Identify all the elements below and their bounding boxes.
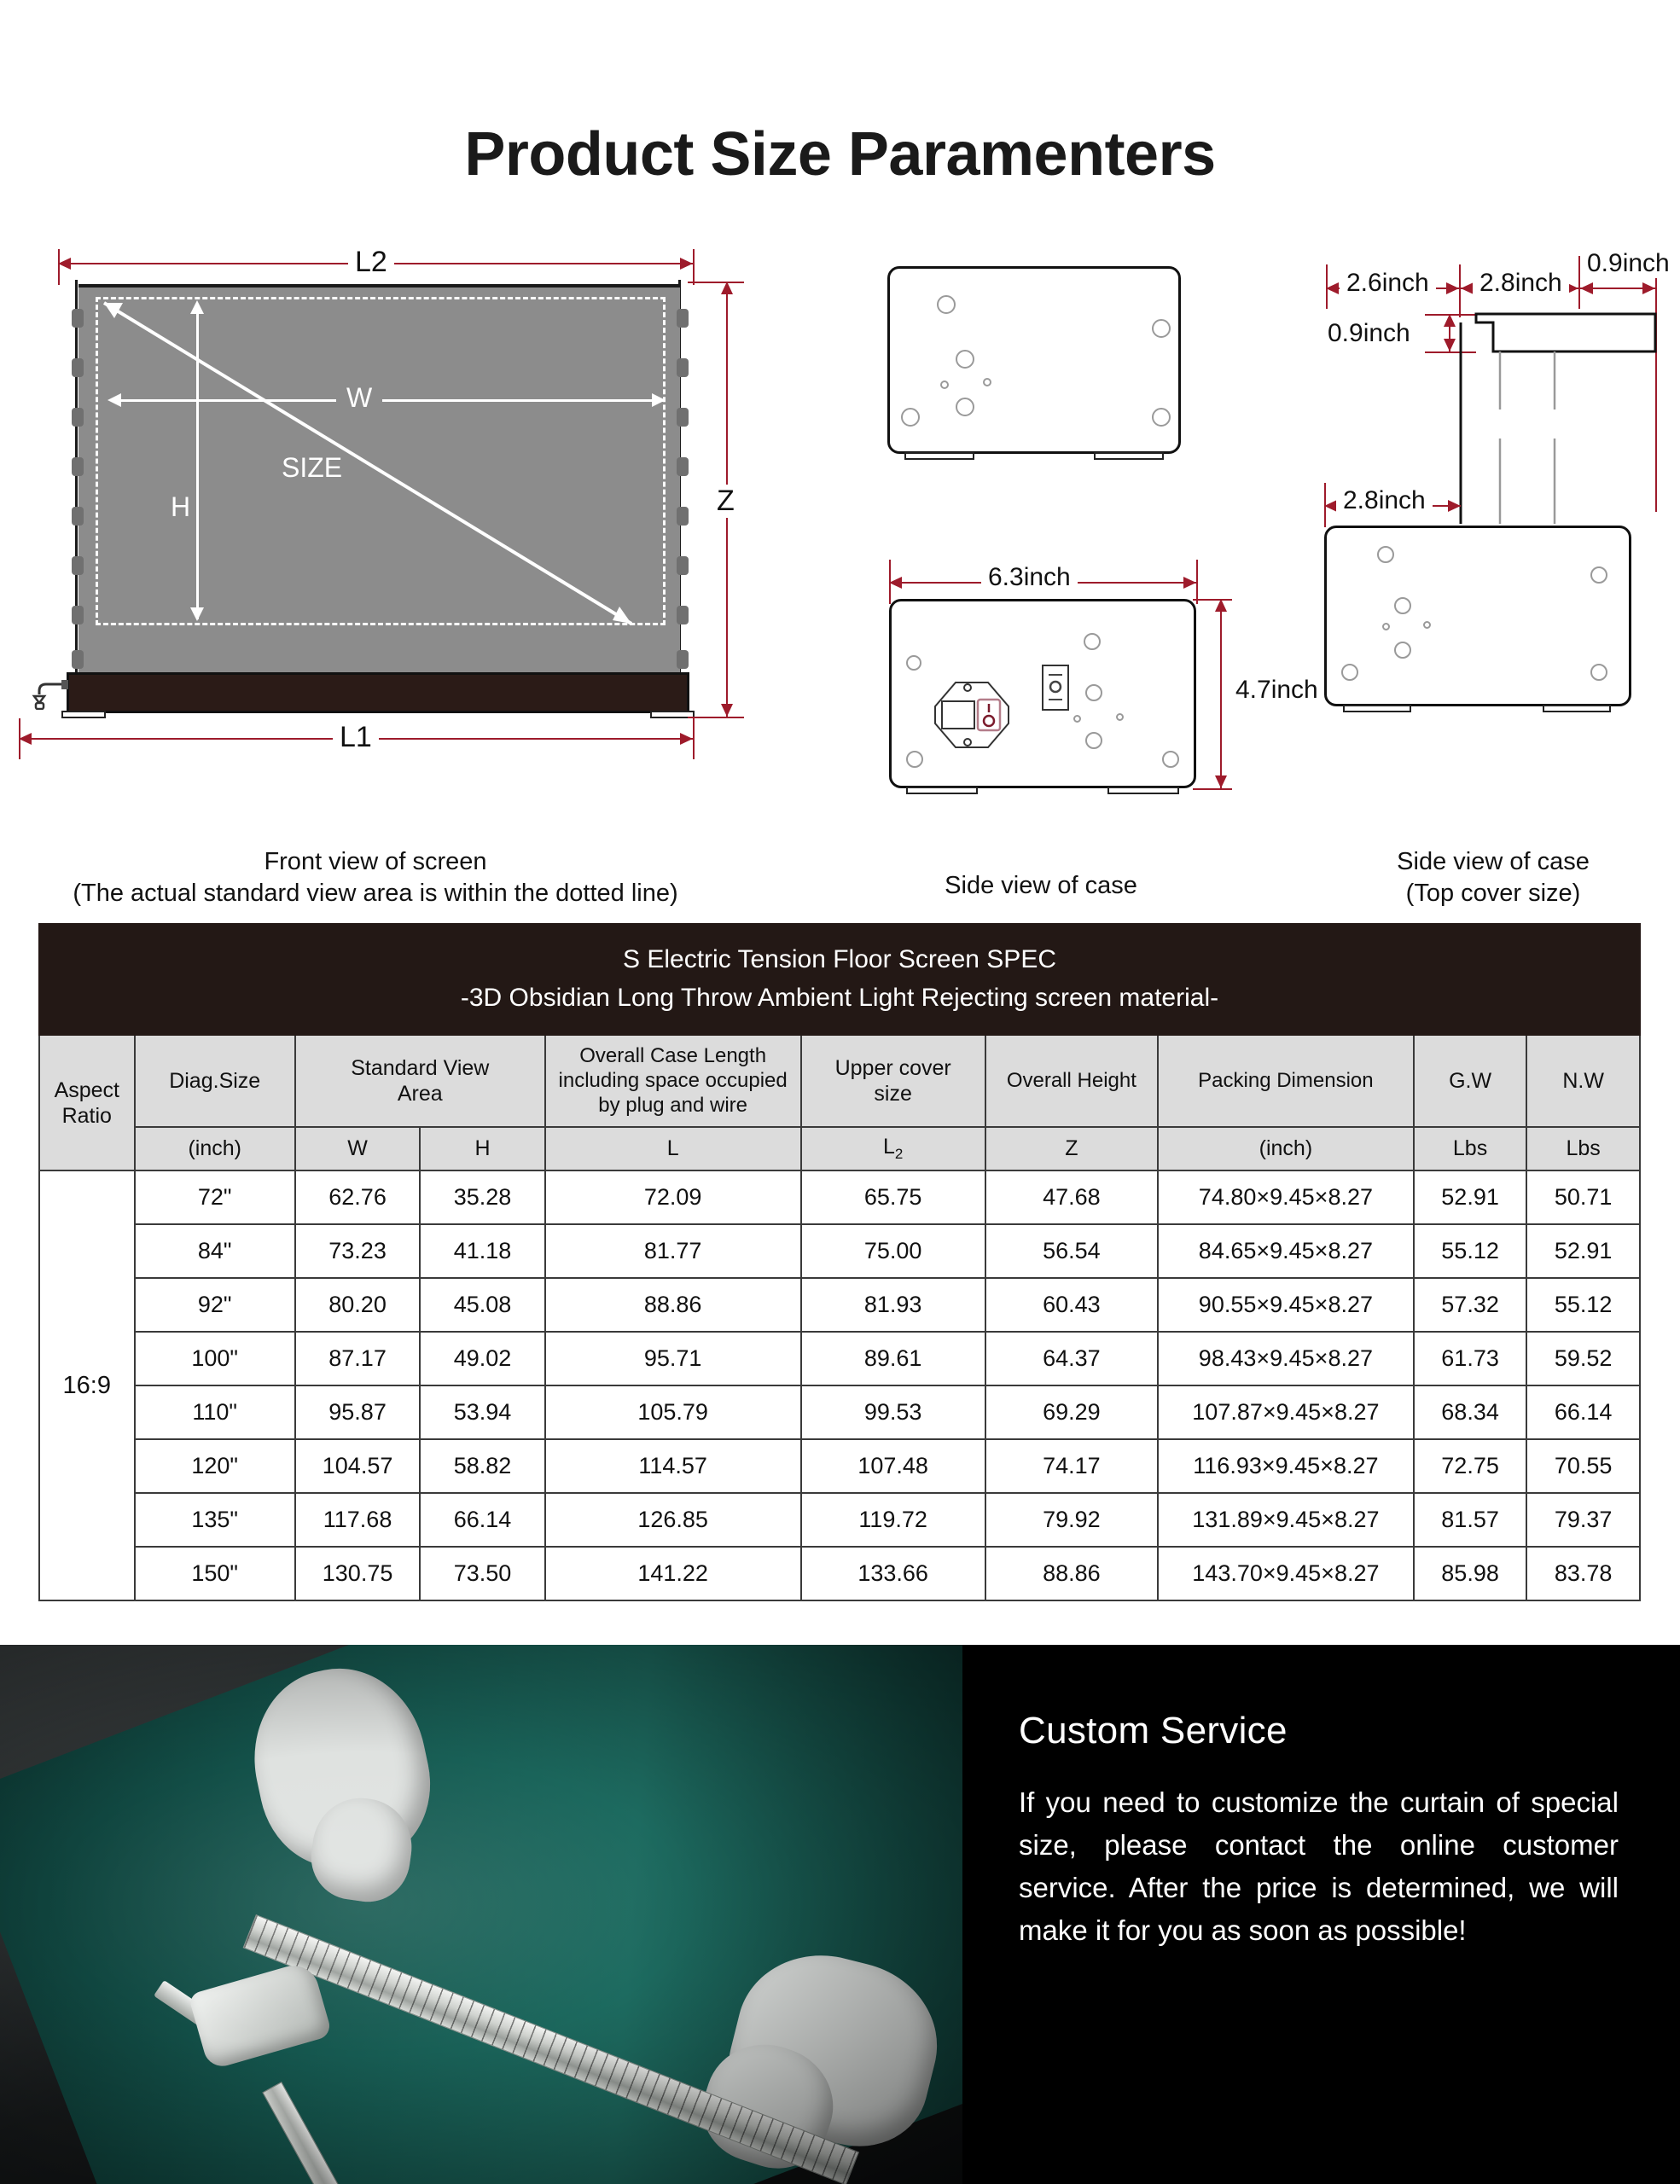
table-row bbox=[39, 1332, 1640, 1385]
mount-hole bbox=[956, 350, 974, 369]
unit-w: W bbox=[295, 1127, 420, 1170]
unit-z: Z bbox=[985, 1127, 1158, 1170]
cell-diag-size: 84" bbox=[135, 1224, 295, 1278]
cell-view-height: 41.18 bbox=[420, 1224, 544, 1278]
cell-packing-dimension: 90.55×9.45×8.27 bbox=[1158, 1278, 1414, 1332]
front-view-caption bbox=[0, 846, 751, 909]
cell-gross-weight: 85.98 bbox=[1414, 1547, 1526, 1600]
cell-diag-size: 135" bbox=[135, 1493, 295, 1547]
cover-height-arrow-up bbox=[1444, 314, 1456, 327]
side-view-case-top bbox=[870, 239, 1229, 495]
header-nw: N.W bbox=[1526, 1035, 1640, 1127]
header-overall-height: Overall Height bbox=[985, 1035, 1158, 1127]
unit-l: L bbox=[545, 1127, 801, 1170]
custom-service-title: Custom Service bbox=[1019, 1710, 1288, 1751]
cell-gross-weight: 52.91 bbox=[1414, 1170, 1526, 1224]
cell-packing-dimension: 131.89×9.45×8.27 bbox=[1158, 1493, 1414, 1547]
cell-overall-height: 69.29 bbox=[985, 1385, 1158, 1439]
case-foot bbox=[904, 452, 974, 460]
dim-26-label: 2.6inch bbox=[1340, 269, 1436, 298]
power-inlet-icon bbox=[920, 681, 1014, 749]
screen-case-base bbox=[67, 672, 689, 713]
header-upper-cover-size: Upper cover size bbox=[801, 1035, 985, 1127]
dim-09-arrow-left bbox=[1580, 282, 1593, 294]
small-hole bbox=[983, 378, 991, 386]
header-overall-case-length: Overall Case Length including space occupied by plug and wire bbox=[545, 1035, 801, 1127]
dim-26-arrow-right bbox=[1446, 282, 1459, 294]
case-height-label: 4.7inch bbox=[1229, 676, 1325, 705]
mount-hole bbox=[1162, 751, 1179, 768]
mount-hole bbox=[937, 295, 956, 314]
table-row bbox=[39, 1493, 1640, 1547]
w-arrow-line bbox=[111, 399, 666, 402]
mount-hole bbox=[1377, 546, 1394, 563]
cell-view-width: 95.87 bbox=[295, 1385, 420, 1439]
case-foot-left bbox=[61, 711, 106, 718]
mount-hole bbox=[1394, 597, 1411, 614]
cell-net-weight: 55.12 bbox=[1526, 1278, 1640, 1332]
cell-case-length: 105.79 bbox=[545, 1385, 801, 1439]
spec-table bbox=[38, 923, 1641, 1601]
cell-net-weight: 59.52 bbox=[1526, 1332, 1640, 1385]
cell-net-weight: 66.14 bbox=[1526, 1385, 1640, 1439]
unit-gw: Lbs bbox=[1414, 1127, 1526, 1170]
width-arrow-right bbox=[1183, 577, 1196, 589]
side-view-case-bottom bbox=[870, 503, 1318, 759]
cell-case-length: 126.85 bbox=[545, 1493, 801, 1547]
spec-table-wrapper bbox=[38, 923, 1641, 1601]
table-row bbox=[39, 1170, 1640, 1224]
cell-view-width: 104.57 bbox=[295, 1439, 420, 1493]
cell-view-height: 45.08 bbox=[420, 1278, 544, 1332]
top-cover-caption-line1: Side view of case bbox=[1397, 848, 1590, 875]
mount-hole bbox=[1085, 684, 1102, 701]
h-arrow-up bbox=[190, 300, 204, 314]
table-row bbox=[39, 1439, 1640, 1493]
measuring-photo bbox=[0, 1645, 962, 2184]
mount-hole bbox=[906, 751, 923, 768]
spec-title-line1: S Electric Tension Floor Screen SPEC bbox=[623, 945, 1056, 973]
cell-diag-size: 120" bbox=[135, 1439, 295, 1493]
page-title: Product Size Paramenters bbox=[464, 120, 1216, 189]
case-outline-top bbox=[887, 266, 1181, 454]
cell-net-weight: 52.91 bbox=[1526, 1224, 1640, 1278]
mount-hole bbox=[1394, 642, 1411, 659]
base-offset-arrow-left bbox=[1324, 500, 1337, 512]
header-packing-dimension: Packing Dimension bbox=[1158, 1035, 1414, 1127]
h-label: H bbox=[167, 486, 194, 528]
cell-upper-cover: 119.72 bbox=[801, 1493, 985, 1547]
cell-gross-weight: 61.73 bbox=[1414, 1332, 1526, 1385]
diagram-area bbox=[0, 239, 1680, 921]
mount-hole bbox=[1085, 732, 1102, 749]
small-hole bbox=[1116, 713, 1124, 721]
mount-hole bbox=[1590, 664, 1607, 681]
cell-net-weight: 50.71 bbox=[1526, 1170, 1640, 1224]
cover-height-arrow-down bbox=[1444, 339, 1456, 351]
cell-view-width: 87.17 bbox=[295, 1332, 420, 1385]
case-foot bbox=[1094, 452, 1164, 460]
cell-case-length: 141.22 bbox=[545, 1547, 801, 1600]
cell-upper-cover: 107.48 bbox=[801, 1439, 985, 1493]
case-foot bbox=[1107, 787, 1179, 794]
mount-hole bbox=[906, 655, 921, 671]
custom-service-panel bbox=[962, 1645, 1680, 2184]
top-cover-caption-line2: (Top cover size) bbox=[1405, 880, 1581, 908]
header-diag-size: Diag.Size bbox=[135, 1035, 295, 1127]
cell-case-length: 88.86 bbox=[545, 1278, 801, 1332]
height-tick-bottom bbox=[1193, 788, 1232, 790]
cell-view-width: 80.20 bbox=[295, 1278, 420, 1332]
mount-hole bbox=[1590, 566, 1607, 584]
cell-overall-height: 79.92 bbox=[985, 1493, 1158, 1547]
base-offset-label: 2.8inch bbox=[1336, 486, 1433, 515]
dim-26-arrow-left bbox=[1326, 282, 1339, 294]
cell-view-height: 49.02 bbox=[420, 1332, 544, 1385]
l2-arrow-left bbox=[58, 258, 71, 270]
z-arrow-up bbox=[721, 282, 733, 294]
width-tick-right bbox=[1196, 560, 1198, 604]
mount-hole bbox=[901, 408, 920, 427]
small-hole bbox=[1423, 621, 1431, 629]
small-hole bbox=[940, 380, 949, 389]
case-outline-cover bbox=[1324, 526, 1631, 706]
cell-overall-height: 74.17 bbox=[985, 1439, 1158, 1493]
mount-hole bbox=[1341, 664, 1358, 681]
cell-view-height: 73.50 bbox=[420, 1547, 544, 1600]
cell-diag-size: 72" bbox=[135, 1170, 295, 1224]
dim-28-arrow-left bbox=[1461, 282, 1474, 294]
cell-net-weight: 83.78 bbox=[1526, 1547, 1640, 1600]
base-offset-arrow-right bbox=[1448, 500, 1461, 512]
unit-l2: $L_2$ bbox=[801, 1127, 985, 1170]
cell-net-weight: 70.55 bbox=[1526, 1439, 1640, 1493]
height-dimension-line bbox=[1220, 599, 1222, 788]
cell-view-height: 35.28 bbox=[420, 1170, 544, 1224]
cell-net-weight: 79.37 bbox=[1526, 1493, 1640, 1547]
spec-title-line2: -3D Obsidian Long Throw Ambient Light Rejecting screen material- bbox=[460, 984, 1219, 1012]
header-standard-view-area: Standard View Area bbox=[295, 1035, 545, 1127]
mount-hole bbox=[1152, 408, 1171, 427]
side-view-case-caption bbox=[853, 870, 1229, 902]
cell-upper-cover: 99.53 bbox=[801, 1385, 985, 1439]
l1-arrow-left bbox=[19, 733, 32, 745]
cell-diag-size: 92" bbox=[135, 1278, 295, 1332]
front-view-caption-line2: (The actual standard view area is within the dotted line) bbox=[73, 880, 678, 908]
unit-nw: Lbs bbox=[1526, 1127, 1640, 1170]
l1-label: L1 bbox=[333, 721, 379, 754]
photo-vignette bbox=[0, 1645, 962, 2184]
front-view-diagram bbox=[0, 239, 751, 853]
cell-upper-cover: 89.61 bbox=[801, 1332, 985, 1385]
z-tick-top bbox=[688, 282, 744, 283]
small-hole bbox=[1073, 715, 1081, 723]
cell-case-length: 81.77 bbox=[545, 1224, 801, 1278]
l1-arrow-right bbox=[680, 733, 693, 745]
h-arrow-line bbox=[196, 305, 199, 619]
case-foot bbox=[1343, 705, 1411, 712]
cell-view-width: 117.68 bbox=[295, 1493, 420, 1547]
bottom-section bbox=[0, 1645, 1680, 2184]
table-row bbox=[39, 1385, 1640, 1439]
cell-packing-dimension: 116.93×9.45×8.27 bbox=[1158, 1439, 1414, 1493]
cell-view-width: 130.75 bbox=[295, 1547, 420, 1600]
mount-hole bbox=[1152, 319, 1171, 338]
w-arrow-left bbox=[108, 393, 121, 407]
cell-overall-height: 56.54 bbox=[985, 1224, 1158, 1278]
cell-packing-dimension: 84.65×9.45×8.27 bbox=[1158, 1224, 1414, 1278]
case-width-label: 6.3inch bbox=[981, 563, 1078, 592]
power-cord-icon bbox=[17, 676, 68, 710]
unit-packing: (inch) bbox=[1158, 1127, 1414, 1170]
unit-h: H bbox=[420, 1127, 544, 1170]
cell-packing-dimension: 143.70×9.45×8.27 bbox=[1158, 1547, 1414, 1600]
cell-view-width: 62.76 bbox=[295, 1170, 420, 1224]
z-arrow-down bbox=[721, 704, 733, 717]
cell-case-length: 114.57 bbox=[545, 1439, 801, 1493]
dim-09-top-label: 0.9inch bbox=[1580, 249, 1677, 278]
cell-packing-dimension: 74.80×9.45×8.27 bbox=[1158, 1170, 1414, 1224]
custom-service-body: If you need to customize the curtain of special size, please contact the online customer service. After the price is determined, we will make it for you as soon as possible! bbox=[1019, 1786, 1619, 1947]
cell-gross-weight: 55.12 bbox=[1414, 1224, 1526, 1278]
table-row bbox=[39, 1278, 1640, 1332]
height-arrow-down bbox=[1215, 775, 1227, 788]
cover-height-label: 0.9inch bbox=[1321, 319, 1417, 348]
dim-28-label: 2.8inch bbox=[1473, 269, 1569, 298]
spec-table-body bbox=[39, 1170, 1640, 1600]
cell-diag-size: 100" bbox=[135, 1332, 295, 1385]
cell-packing-dimension: 107.87×9.45×8.27 bbox=[1158, 1385, 1414, 1439]
side-view-top-cover bbox=[1305, 239, 1680, 768]
case-foot bbox=[1543, 705, 1611, 712]
table-row bbox=[39, 1224, 1640, 1278]
mount-hole bbox=[1084, 633, 1101, 650]
cell-gross-weight: 68.34 bbox=[1414, 1385, 1526, 1439]
cell-upper-cover: 75.00 bbox=[801, 1224, 985, 1278]
cell-gross-weight: 57.32 bbox=[1414, 1278, 1526, 1332]
spec-table-title bbox=[39, 924, 1640, 1035]
table-row bbox=[39, 1547, 1640, 1600]
unit-diag-size: (inch) bbox=[135, 1127, 295, 1170]
cell-case-length: 72.09 bbox=[545, 1170, 801, 1224]
cell-view-height: 53.94 bbox=[420, 1385, 544, 1439]
l2-label: L2 bbox=[348, 246, 394, 279]
cell-upper-cover: 65.75 bbox=[801, 1170, 985, 1224]
width-arrow-left bbox=[889, 577, 902, 589]
size-diagonal-arrow bbox=[78, 284, 680, 677]
cell-overall-height: 60.43 bbox=[985, 1278, 1158, 1332]
w-label: W bbox=[336, 382, 382, 414]
front-view-caption-line1: Front view of screen bbox=[264, 848, 487, 875]
header-gw: G.W bbox=[1414, 1035, 1526, 1127]
top-cover-profile bbox=[1459, 311, 1664, 524]
dim-09-arrow-right bbox=[1642, 282, 1655, 294]
rocker-switch-icon bbox=[1041, 664, 1070, 712]
header-aspect-ratio: Aspect Ratio bbox=[39, 1035, 135, 1170]
l2-tick-right bbox=[693, 249, 695, 285]
cell-upper-cover: 133.66 bbox=[801, 1547, 985, 1600]
z-tick-bottom bbox=[688, 717, 744, 718]
cell-gross-weight: 72.75 bbox=[1414, 1439, 1526, 1493]
l2-arrow-right bbox=[680, 258, 693, 270]
cell-gross-weight: 81.57 bbox=[1414, 1493, 1526, 1547]
l1-tick-right bbox=[693, 718, 695, 759]
cell-case-length: 95.71 bbox=[545, 1332, 801, 1385]
cell-aspect-ratio: 16:9 bbox=[39, 1170, 135, 1600]
side-view-case-caption-text: Side view of case bbox=[945, 872, 1137, 899]
z-label: Z bbox=[710, 485, 741, 518]
cell-overall-height: 47.68 bbox=[985, 1170, 1158, 1224]
top-cover-caption bbox=[1314, 846, 1672, 909]
cell-view-height: 58.82 bbox=[420, 1439, 544, 1493]
w-arrow-right bbox=[652, 393, 666, 407]
size-label: SIZE bbox=[282, 452, 343, 483]
cell-view-height: 66.14 bbox=[420, 1493, 544, 1547]
mount-hole bbox=[956, 398, 974, 416]
height-arrow-up bbox=[1215, 599, 1227, 612]
cell-packing-dimension: 98.43×9.45×8.27 bbox=[1158, 1332, 1414, 1385]
cell-diag-size: 110" bbox=[135, 1385, 295, 1439]
cell-upper-cover: 81.93 bbox=[801, 1278, 985, 1332]
case-foot bbox=[906, 787, 978, 794]
cell-overall-height: 64.37 bbox=[985, 1332, 1158, 1385]
cell-diag-size: 150" bbox=[135, 1547, 295, 1600]
small-hole bbox=[1382, 623, 1390, 630]
h-arrow-down bbox=[190, 607, 204, 621]
cell-view-width: 73.23 bbox=[295, 1224, 420, 1278]
cell-overall-height: 88.86 bbox=[985, 1547, 1158, 1600]
